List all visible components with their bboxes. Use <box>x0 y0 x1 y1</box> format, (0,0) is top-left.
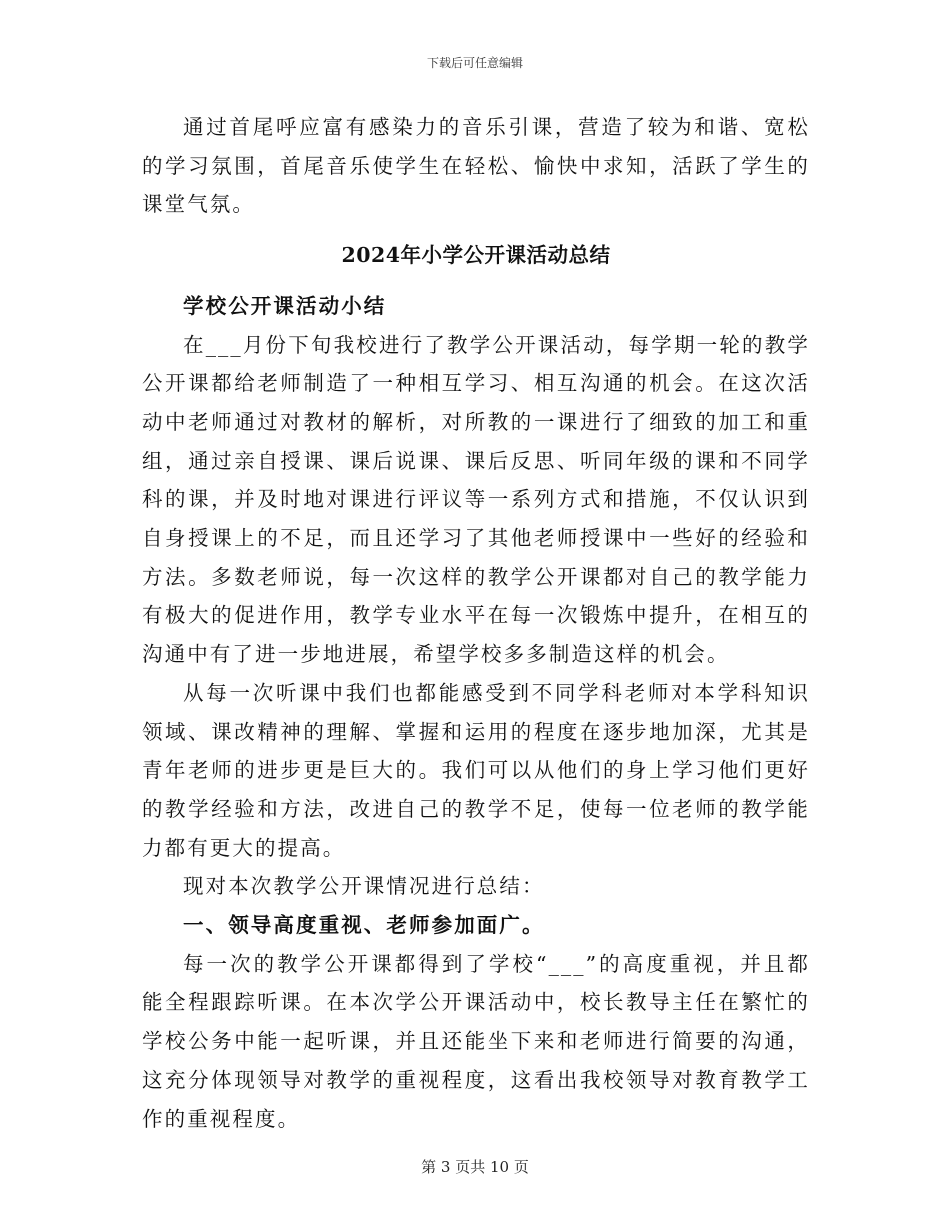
paragraph-3: 现对本次教学公开课情况进行总结： <box>183 874 545 899</box>
intro-paragraph: 通过首尾呼应富有感染力的音乐引课，营造了较为和谐、宽松的学习氛围，首尾音乐使学生在轻松、愉快中求知，活跃了学生的课堂气氛。 <box>142 115 810 217</box>
page-header-note: 下载后可任意编辑 <box>426 56 523 70</box>
paragraph-2: 从每一次听课中我们也都能感受到不同学科老师对本学科知识领域、课改精神的理解、掌握和运用的程度在逐步地加深，尤其是青年老师的进步更是巨大的。我们可以从他们的身上学习他们更好的教学经验和方法，改进自己的教学不足，使每一位老师的教学能力都有更大的提高。 <box>142 680 810 860</box>
paragraph-4: 每一次的教学公开课都得到了学校“___”的高度重视，并且都能全程跟踪听课。在本次学公开课活动中，校长教导主任在繁忙的学校公务中能一起听课，并且还能坐下来和老师进行简要的沟通，这充分体现领导对教学的重视程度，这看出我校领导对教育教学工作的重视程度。 <box>142 951 810 1131</box>
paragraph-1: 在___月份下旬我校进行了教学公开课活动，每学期一轮的教学公开课都给老师制造了一种相互学习、相互沟通的机会。在这次活动中老师通过对教材的解析，对所教的一课进行了细致的加工和重组，通过亲自授课、课后说课、课后反思、听同年级的课和不同学科的课，并及时地对课进行评议等一系列方式和措施，不仅认识到自身授课上的不足，而且还学习了其他老师授课中一些好的经验和方法。多数老师说，每一次这样的教学公开课都对自己的教学能力有极大的促进作用，教学专业水平在每一次锻炼中提升，在相互的沟通中有了进一步地进展，希望学校多多制造这样的机会。 <box>142 332 810 667</box>
document-subtitle: 学校公开课活动小结 <box>183 293 387 318</box>
page-footer-indicator: 第 3 页共 10 页 <box>421 1158 529 1176</box>
section-1-heading: 一、领导高度重视、老师参加面广。 <box>183 913 545 938</box>
document-content <box>142 108 810 1138</box>
document-title: 2024年小学公开课活动总结 <box>341 243 611 268</box>
